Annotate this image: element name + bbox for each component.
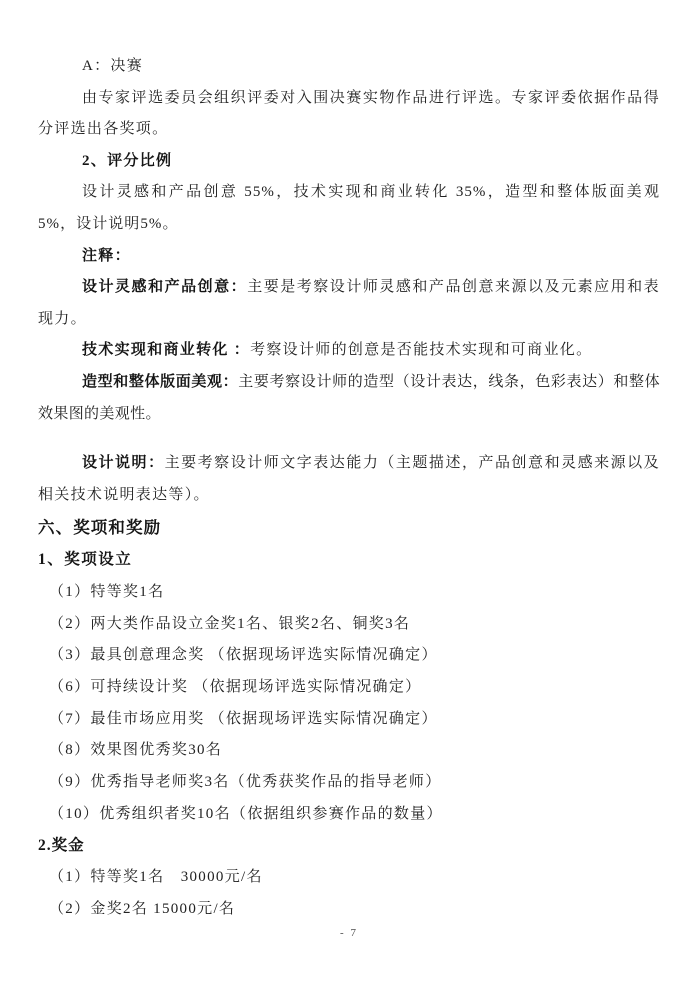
award-item: （2）两大类作品设立金奖1名、银奖2名、铜奖3名 xyxy=(49,615,411,632)
scoring-heading: 2、评分比例 xyxy=(82,152,173,169)
note-text: 主要考察设计师文字表达能力（主题描述，产品创意和灵感来源以及相关技术说明表达等）。 xyxy=(38,455,660,503)
notes-heading: 注释： xyxy=(82,247,131,264)
awards-section-heading: 六、奖项和奖励 xyxy=(38,518,162,538)
note-label: 技术实现和商业转化 ： xyxy=(82,342,251,359)
award-item: （6）可持续设计奖 （依据现场评选实际情况确定） xyxy=(49,678,422,695)
bonus-item: （2）金奖2名 15000元/名 xyxy=(49,900,236,917)
note-paragraph-inspiration xyxy=(38,272,660,335)
note-paragraph-description xyxy=(38,448,660,511)
note-text: 主要考察设计师的造型（设计表达，线条，色彩表达）和整体效果图的美观性。 xyxy=(38,373,660,422)
award-item: （9）优秀指导老师奖3名（优秀获奖作品的指导老师） xyxy=(49,774,442,791)
scoring-paragraph: 设计灵感和产品创意 55%，技术实现和商业转化 35%，造型和整体版面美观 5%，设计说明5%。 xyxy=(38,184,660,232)
award-item: （3）最具创意理念奖 （依据现场评选实际情况确定） xyxy=(49,647,438,664)
note-paragraph-styling xyxy=(38,367,660,430)
note-text: 主要是考察设计师灵感和产品创意来源以及元素应用和表现力。 xyxy=(38,279,660,327)
bonus-heading: 2.奖金 xyxy=(38,837,85,855)
stage-label-line: A：决赛 xyxy=(82,58,144,74)
note-text: 考察设计师的创意是否能技术实现和可商业化。 xyxy=(250,342,593,359)
note-paragraph-technical xyxy=(38,335,660,367)
stage-paragraph: 由专家评选委员会组织评委对入围决赛实物作品进行评选。专家评委依据作品得分评选出各奖项。 xyxy=(38,89,660,138)
page-number: - 7 xyxy=(340,926,358,939)
awards-setup-heading: 1、奖项设立 xyxy=(38,551,133,569)
note-label: 设计说明： xyxy=(82,455,165,472)
bonus-item: （1）特等奖1名 30000元/名 xyxy=(49,869,263,886)
award-item: （7）最佳市场应用奖 （依据现场评选实际情况确定） xyxy=(49,710,438,727)
award-item: （10）优秀组织者奖10名（依据组织参赛作品的数量） xyxy=(49,805,443,822)
award-item: （1）特等奖1名 xyxy=(49,583,165,600)
note-label: 设计灵感和产品创意： xyxy=(82,279,248,296)
award-item: （8）效果图优秀奖30名 xyxy=(49,742,223,759)
note-label: 造型和整体版面美观： xyxy=(82,373,239,390)
